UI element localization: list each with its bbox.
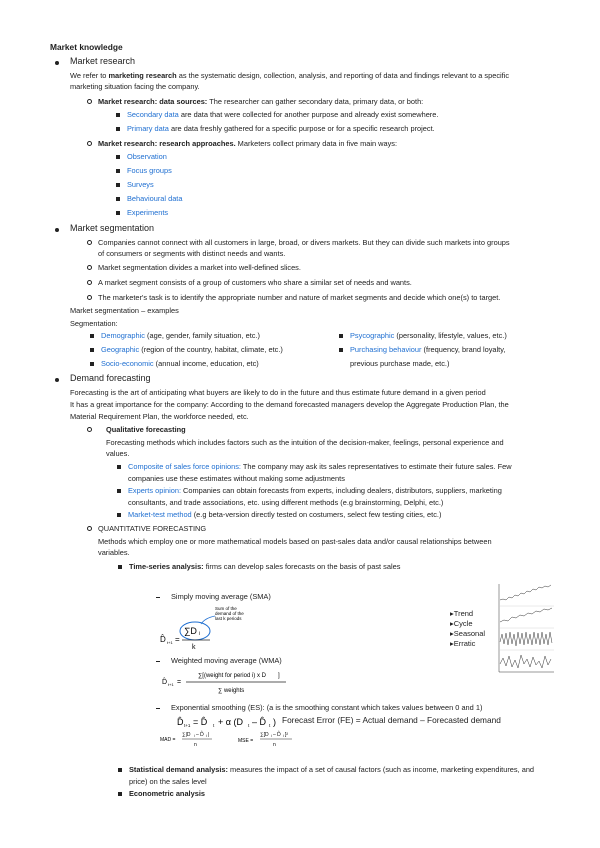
bullet-ring	[87, 141, 92, 146]
time-series-chart	[494, 582, 556, 678]
svg-text:=: =	[175, 635, 180, 644]
time-series-graphic	[494, 582, 556, 681]
component-legend	[450, 609, 485, 649]
svg-text:i: i	[271, 734, 272, 738]
svg-text:t+1: t+1	[167, 640, 173, 645]
bullet-ring	[87, 99, 92, 104]
svg-text:D̂: D̂	[160, 635, 166, 644]
bullet-square	[90, 334, 94, 338]
ms-seg-label: Segmentation:	[70, 319, 118, 328]
bullet-dot	[55, 228, 59, 232]
svg-text:i: i	[199, 631, 201, 637]
bullet-square	[117, 513, 121, 517]
bullet-square	[90, 348, 94, 352]
mr-secondary: Secondary data are data that were collected for another purpose and already exist somewhere.	[127, 110, 439, 119]
bullet-dash	[156, 708, 160, 709]
mad-mse-formula	[158, 728, 308, 753]
legend-erratic: ▸Erratic	[450, 639, 476, 648]
sma-formula-graphic	[155, 604, 265, 654]
ms-p2: Market segmentation divides a market into well-defined slices.	[98, 263, 301, 272]
page-title: Market knowledge	[50, 42, 123, 52]
ms-p4: The marketer's task is to identify the appropriate number and nature of market segments and decide which one(s) to target.	[98, 293, 501, 302]
ms-p3: A market segment consists of a group of customers who share a similar set of needs and wants.	[98, 278, 412, 287]
bullet-square	[116, 169, 120, 173]
wma-denominator: ∑ weights	[218, 688, 245, 694]
bullet-square	[116, 211, 120, 215]
wma-numerator: ∑[(weight for period i) x D	[198, 673, 266, 679]
time-series: Time-series analysis: firms can develop sales forecasts on the basis of past sales	[129, 562, 401, 571]
approach-experiments: Experiments	[127, 208, 169, 217]
seg-geographic: Geographic (region of the country, habitat, climate, etc.)	[101, 345, 283, 354]
seg-purchasing-behaviour: Purchasing behaviour (frequency, brand loyalty,	[350, 345, 506, 354]
sma-note-line2: demand of the	[215, 611, 244, 616]
bullet-square	[90, 362, 94, 366]
svg-text:D̂: D̂	[162, 679, 168, 686]
bullet-dot	[55, 378, 59, 382]
bullet-square	[116, 113, 120, 117]
svg-text:+ α (D: + α (D	[218, 717, 243, 727]
bullet-square	[118, 565, 122, 569]
svg-text:]²: ]²	[285, 732, 289, 738]
bullet-square	[339, 334, 343, 338]
bullet-ring	[87, 240, 92, 245]
bullet-ring	[87, 427, 92, 432]
approach-observation: Observation	[127, 152, 167, 161]
qual-text: Forecasting methods which includes factors such as the intuition of the decision-maker, feelings, personal experience and	[106, 438, 504, 447]
sma-note-line1: Sum of the	[215, 606, 237, 611]
quant-text-cont: variables.	[98, 548, 130, 557]
wma-label: Weighted moving average (WMA)	[171, 656, 282, 665]
mr-approaches: Market research: research approaches. Marketers collect primary data in five main ways:	[98, 139, 398, 148]
svg-text:n: n	[273, 742, 276, 748]
seg-socio-economic: Socio-economic (annual income, education, etc)	[101, 359, 259, 368]
approach-focus-groups: Focus groups	[127, 166, 172, 175]
bullet-dash	[156, 661, 160, 662]
seg-purchasing-cont: previous purchase made, etc.)	[350, 359, 450, 368]
mad-mse-graphic	[158, 728, 308, 750]
mr-sources: Market research: data sources: The researcher can gather secondary data, primary data, or both:	[98, 97, 424, 106]
legend-seasonal: ▸Seasonal	[450, 629, 486, 638]
qual-market-test: Market-test method (e.g beta-version directly tested on costumers, select few testing cities, etc.)	[128, 510, 442, 519]
bullet-ring	[87, 526, 92, 531]
bullet-square	[118, 792, 122, 796]
sma-note-line3: last k periods	[215, 616, 242, 621]
svg-text:=: =	[177, 679, 182, 686]
seg-demographic: Demographic (age, gender, family situation, etc.)	[101, 331, 260, 340]
svg-text:): )	[273, 717, 276, 727]
qual-text-cont: values.	[106, 449, 130, 458]
qual-experts: Experts opinion: Companies can obtain forecasts from experts, including dealers, distributors, suppliers, marketing	[128, 486, 502, 495]
svg-text:= D̂: = D̂	[193, 717, 208, 727]
wma-formula-graphic	[158, 668, 308, 696]
statistical-demand: Statistical demand analysis: measures the impact of a set of causal factors (such as income, marketing expenditures, and	[129, 765, 535, 774]
svg-text:t: t	[269, 723, 271, 728]
bullet-square	[117, 465, 121, 469]
heading-market-segmentation: Market segmentation	[70, 223, 155, 233]
ms-p1: Companies cannot connect with all customers in large, broad, or divers markets. But they can divide such markets into groups	[98, 238, 510, 247]
bullet-square	[339, 348, 343, 352]
mr-intro-cont: marketing situation facing the company.	[70, 82, 200, 91]
mr-primary: Primary data are data freshly gathered for a specific purpose or for a specific research project.	[127, 124, 435, 133]
df-p2: It has a great importance for the company: According to the demand forecasted managers develop the Aggregate Production Plan, the	[70, 400, 509, 409]
bullet-square	[116, 127, 120, 131]
econometric-analysis: Econometric analysis	[129, 789, 205, 798]
legend-trend: ▸Trend	[450, 609, 474, 618]
svg-text:n: n	[194, 742, 197, 748]
svg-text:∑D: ∑D	[184, 626, 197, 636]
ms-examples: Market segmentation – examples	[70, 306, 179, 315]
svg-text:∑|D: ∑|D	[182, 732, 191, 738]
svg-text:]: ]	[278, 673, 280, 679]
svg-text:i: i	[194, 734, 195, 738]
bullet-ring	[87, 280, 92, 285]
es-label: Exponential smoothing (ES): (a is the smoothing constant which takes values between 0 and 1)	[171, 703, 483, 712]
svg-text:– D̂: – D̂	[273, 732, 281, 738]
approach-behavioural-data: Behavioural data	[127, 194, 183, 203]
bullet-dash	[156, 597, 160, 598]
heading-market-research: Market research	[70, 56, 136, 66]
ms-p1-cont: of consumers or segments with distinct needs and wants.	[98, 249, 286, 258]
quant-heading: QUANTITATIVE FORECASTING	[98, 524, 207, 533]
svg-text:t+1: t+1	[184, 723, 191, 728]
statistical-demand-cont: price) on the sales level	[129, 777, 207, 786]
mr-intro: We refer to marketing research as the systematic design, collection, analysis, and reporting of data and findings relevant to a specific	[70, 71, 510, 80]
qual-sales-force: Composite of sales force opinions: The company may ask its sales representatives to estimate their future sales. Few	[128, 462, 512, 471]
svg-text:k: k	[192, 644, 196, 651]
legend-cycle: ▸Cycle	[450, 619, 473, 628]
bullet-square	[116, 183, 120, 187]
svg-text:i: i	[206, 734, 207, 738]
svg-text:MSE =: MSE =	[238, 738, 254, 744]
df-p2-cont: Material Requirement Plan, the workforce needed, etc.	[70, 412, 249, 421]
svg-text:t: t	[213, 723, 215, 728]
df-p1: Forecasting is the art of anticipating what buyers are likely to do in the future and thus estimate future demand in a given period	[70, 388, 486, 397]
svg-text:– D̂: – D̂	[252, 717, 267, 727]
forecast-error: Forecast Error (FE) = Actual demand – Forecasted demand	[282, 715, 501, 725]
bullet-dot	[55, 61, 59, 65]
svg-text:|: |	[208, 732, 210, 738]
svg-text:t+1: t+1	[168, 682, 174, 687]
svg-text:∑[D: ∑[D	[260, 732, 269, 738]
bullet-square	[117, 489, 121, 493]
qual-experts-cont: consultants, and trade associations, etc. using different methods (e.g brainstorming, Delphi, etc.)	[128, 498, 444, 507]
svg-text:t: t	[248, 723, 250, 728]
heading-demand-forecasting: Demand forecasting	[70, 373, 151, 383]
qual-sales-force-cont: companies use these estimates without making some adjustments	[128, 474, 345, 483]
sma-formula	[155, 604, 265, 657]
svg-text:– D̂: – D̂	[196, 732, 204, 738]
svg-text:D̂: D̂	[177, 717, 184, 727]
approach-surveys: Surveys	[127, 180, 154, 189]
bullet-square	[116, 155, 120, 159]
sma-label: Simply moving average (SMA)	[171, 592, 271, 601]
wma-formula	[158, 668, 308, 699]
bullet-ring	[87, 295, 92, 300]
svg-text:MAD =: MAD =	[160, 737, 176, 743]
svg-text:i: i	[283, 734, 284, 738]
bullet-square	[118, 768, 122, 772]
bullet-ring	[87, 265, 92, 270]
seg-psycographic: Psycographic (personality, lifestyle, values, etc.)	[350, 331, 507, 340]
qual-heading: Qualitative forecasting	[106, 425, 186, 434]
quant-text: Methods which employ one or more mathematical models based on past-sales data and/or causal relationships between	[98, 537, 492, 546]
bullet-square	[116, 197, 120, 201]
